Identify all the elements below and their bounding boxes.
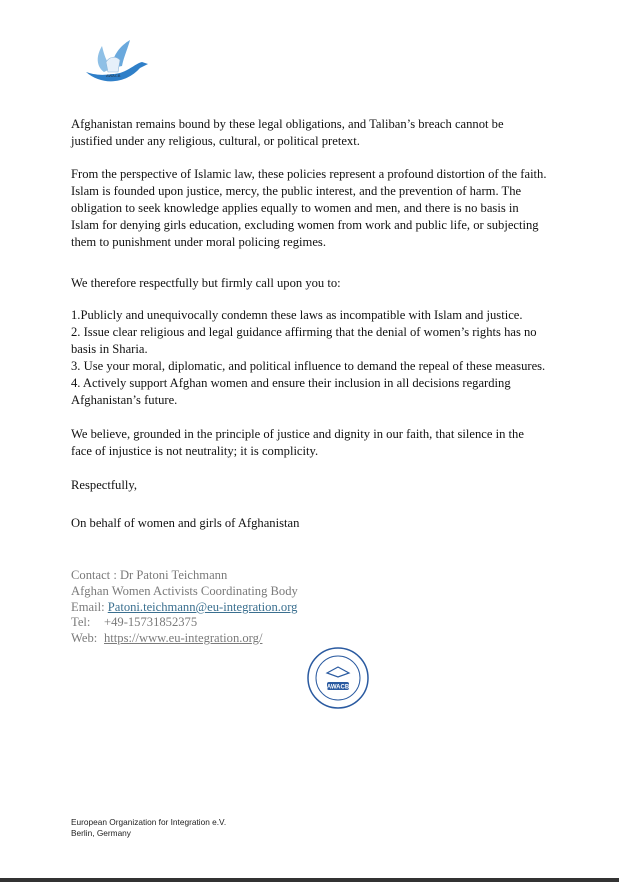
- footer-location: Berlin, Germany: [71, 828, 131, 838]
- paragraph-1-line: Afghanistan remains bound by these legal obligations, and Taliban’s breach cannot be: [71, 117, 504, 131]
- paragraph-5-line: We believe, grounded in the principle of justice and dignity in our faith, that silence in the: [71, 427, 524, 441]
- paragraph-6-line: Respectfully,: [71, 478, 137, 492]
- svg-text:AWACB: AWACB: [106, 73, 121, 78]
- paragraph-4-line: Afghanistan’s future.: [71, 393, 178, 407]
- paragraph-2-line: From the perspective of Islamic law, these policies represent a profound distortion of the faith.: [71, 167, 547, 181]
- paragraph-3-line: We therefore respectfully but firmly call upon you to:: [71, 276, 341, 290]
- paragraph-4-line: 1.Publicly and unequivocally condemn these laws as incompatible with Islam and justice.: [71, 308, 523, 322]
- paragraph-7-line: On behalf of women and girls of Afghanistan: [71, 516, 300, 530]
- tel-value: +49-15731852375: [104, 615, 198, 629]
- bottom-bar: [0, 878, 619, 882]
- paragraph-2-line: Islam is founded upon justice, mercy, the public interest, and the prevention of harm. The: [71, 184, 522, 198]
- footer-org: European Organization for Integration e.V.: [71, 817, 227, 827]
- paragraph-2-line: them to punishment under moral policing regimes.: [71, 235, 326, 249]
- paragraph-2-line: obligation to seek knowledge applies equally to women and men, and there is no basis in: [71, 201, 519, 215]
- paragraph-4-line: 2. Issue clear religious and legal guidance affirming that the denial of women’s rights has no: [71, 325, 537, 339]
- paragraph-4-line: 4. Actively support Afghan women and ensure their inclusion in all decisions regarding: [71, 376, 511, 390]
- contact-web-row: [71, 630, 262, 647]
- tel-label: Tel:: [71, 615, 91, 629]
- paragraph-4-line: basis in Sharia.: [71, 342, 148, 356]
- contact-name: Contact : Dr Patoni Teichmann: [71, 568, 228, 582]
- web-link[interactable]: https://www.eu-integration.org/: [104, 631, 263, 645]
- svg-text:AWACB: AWACB: [326, 684, 350, 691]
- awacb-dove-logo: [82, 38, 156, 88]
- email-link[interactable]: Patoni.teichmann@eu-integration.org: [107, 600, 298, 614]
- web-label: Web:: [71, 631, 98, 645]
- contact-org: Afghan Women Activists Coordinating Body: [71, 584, 298, 598]
- email-label: Email:: [71, 600, 108, 614]
- contact-tel-row: [71, 614, 197, 631]
- paragraph-4-line: 3. Use your moral, diplomatic, and political influence to demand the repeal of these measures.: [71, 359, 546, 373]
- paragraph-1-line: justified under any religious, cultural, or political pretext.: [71, 134, 360, 148]
- awacb-seal-logo: [305, 645, 371, 711]
- paragraph-5-line: face of injustice is not neutrality; it is complicity.: [71, 444, 319, 458]
- paragraph-2-line: Islam for denying girls education, excluding women from work and public life, or subjecting: [71, 218, 539, 232]
